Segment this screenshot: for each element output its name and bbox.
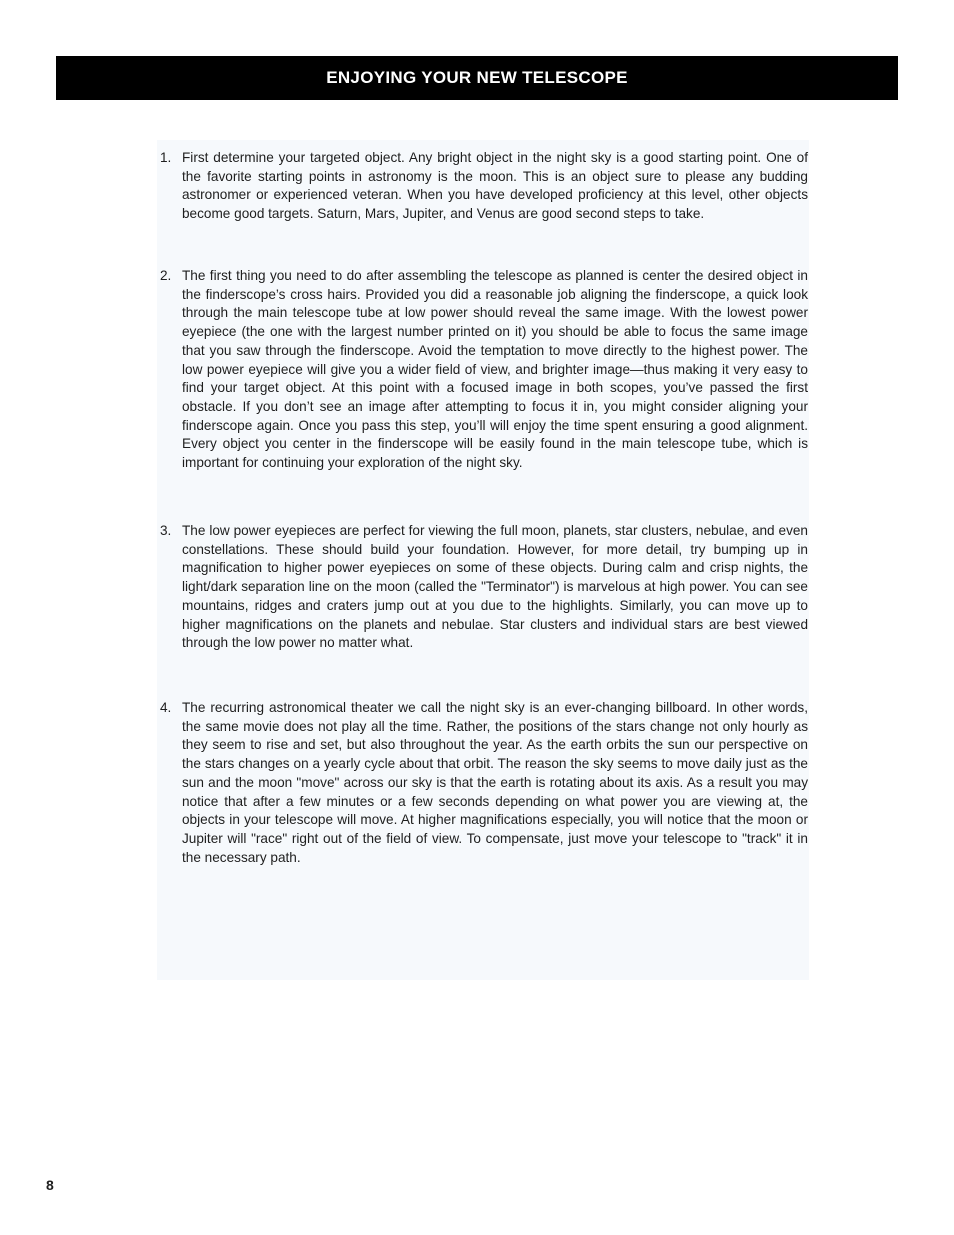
list-item [160,699,808,867]
page-number: 8 [46,1177,54,1193]
list-item-number: 1. [160,150,172,165]
list-item [160,149,808,224]
list-item-text: The low power eyepieces are perfect for viewing the full moon, planets, star clusters, nebulae, and even constellations. These should build your foundation. However, for more detail, try bumping up in magnification to higher power eyepieces on some of these objects. During calm and crisp nights, the light/dark separation line on the moon (called the "Terminator") is marvelous at high power. You can see mountains, ridges and craters jump out at you due to the highlights. Similarly, you can move up to higher magnifications on the planets and nebulae. Star clusters and individual stars are best viewed through the low power no matter what. [182,523,808,651]
list-item-number: 3. [160,523,172,538]
section-title: ENJOYING YOUR NEW TELESCOPE [326,68,628,87]
list-item [160,267,808,473]
list-item-text: The recurring astronomical theater we call the night sky is an ever-changing billboard. In other words, the same movie does not play all the time. Rather, the positions of the stars change not only hourly as they seem to rise and set, but also throughout the year. As the earth orbits the sun our perspective on the stars changes on a yearly cycle about that orbit. The reason the sky seems to move daily just as the sun and the moon "move" across our sky is that the earth is rotating about its axis. As a result you may notice that after a few minutes or a few seconds depending on what power you are viewing at, the objects in your telescope will move. At higher magnifications especially, you will notice that the moon or Jupiter will "race" right out of the field of view. To compensate, just move your telescope to "track" it in the necessary path. [182,700,808,865]
list-item-text: First determine your targeted object. Any bright object in the night sky is a good starting point. One of the favorite starting points in astronomy is the moon. This is an object sure to please any budding astronomer or experienced veteran. When you have developed proficiency at this level, other objects become good targets. Saturn, Mars, Jupiter, and Venus are good second steps to take. [182,150,808,222]
section-header-bar [56,56,898,100]
list-item [160,522,808,653]
list-item-number: 4. [160,700,172,715]
list-item-text: The first thing you need to do after assembling the telescope as planned is center the desired object in the finderscope’s cross hairs. Provided you did a reasonable job aligning the finderscope, a quick look through the main telescope tube at low power should reveal the same image. With the lowest power eyepiece (the one with the largest number printed on it) you should be able to focus the same image that you saw through the finderscope. Avoid the temptation to move directly to the highest power. The low power eyepiece will give you a wider field of view, and brighter image—thus making it very easy to find your target object. At this point with a focused image in both scopes, you’ve passed the first obstacle. If you don’t see an image after attempting to focus it in, you might consider aligning your finderscope again. Once you pass this step, you’ll will enjoy the time spent ensuring a good alignment. Every object you center in the finderscope will be easily found in the main telescope tube, which is important for continuing your exploration of the night sky. [182,268,808,471]
list-item-number: 2. [160,268,172,283]
